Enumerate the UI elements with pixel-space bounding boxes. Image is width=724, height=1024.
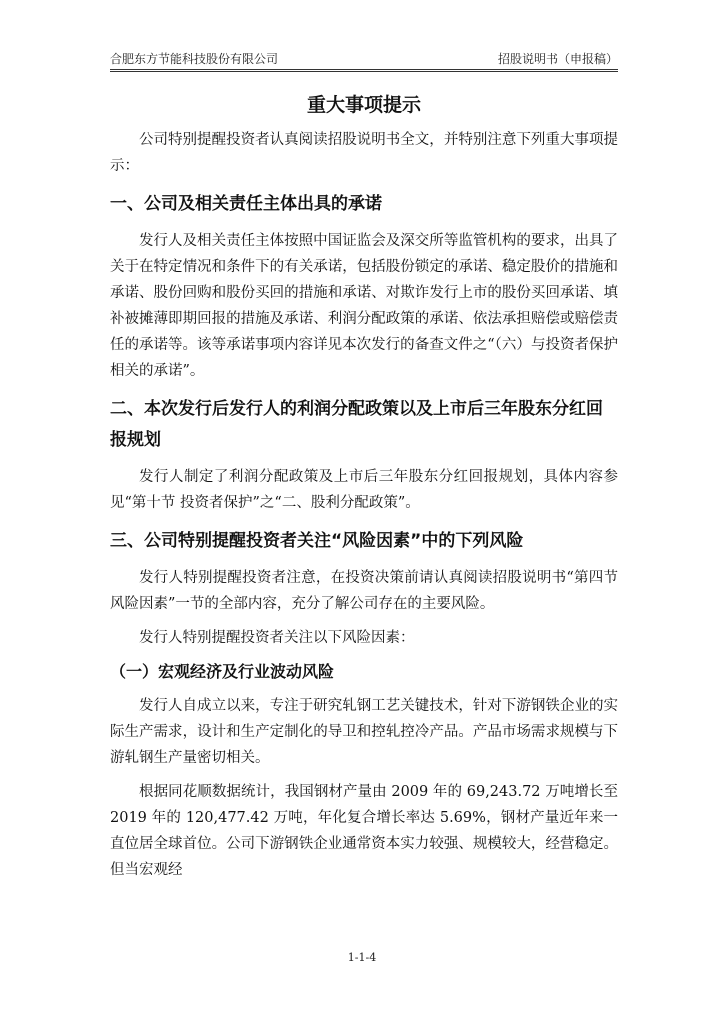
intro-paragraph: 公司特别提醒投资者认真阅读招股说明书全文，并特别注意下列重大事项提示： bbox=[110, 132, 618, 174]
document-body bbox=[110, 84, 618, 891]
section-2-heading: 二、本次发行后发行人的利润分配政策以及上市后三年股东分红回报规划 bbox=[110, 399, 603, 450]
section-3-paragraph-2: 发行人特别提醒投资者关注以下风险因素： bbox=[139, 630, 415, 646]
header-company-name: 合肥东方节能科技股份有限公司 bbox=[110, 52, 279, 66]
subsection-heading: （一）宏观经济及行业波动风险 bbox=[110, 662, 335, 681]
subsection-paragraph-1: 发行人自成立以来，专注于研究轧钢工艺关键技术，针对下游钢铁企业的实际生产需求，设计和生产定制化的导卫和控轧控冷产品。产品市场需求规模与下游轧钢生产量密切相关。 bbox=[110, 698, 618, 766]
header-divider bbox=[110, 71, 618, 72]
header-document-type: 招股说明书（申报稿） bbox=[497, 52, 618, 66]
section-3-paragraph-1: 发行人特别提醒投资者注意，在投资决策前请认真阅读招股说明书“第四节 风险因素”一节的全部内容，充分了解公司存在的主要风险。 bbox=[110, 570, 618, 612]
page-header bbox=[110, 50, 618, 70]
section-3-heading: 三、公司特别提醒投资者关注“风险因素”中的下列风险 bbox=[110, 531, 524, 551]
section-1-heading: 一、公司及相关责任主体出具的承诺 bbox=[110, 194, 382, 214]
document-title: 重大事项提示 bbox=[306, 94, 421, 116]
page-number: 1-1-4 bbox=[347, 951, 377, 964]
section-2-paragraph: 发行人制定了利润分配政策及上市后三年股东分红回报规划，具体内容参见“第十节 投资者保护”之“二、股利分配政策”。 bbox=[110, 469, 618, 511]
section-1-paragraph: 发行人及相关责任主体按照中国证监会及深交所等监管机构的要求，出具了关于在特定情况和条件下的有关承诺，包括股份锁定的承诺、稳定股价的措施和承诺、股份回购和股份买回的措施和承诺、对欺诈发行上市的股份买回承诺、填补被摊薄即期回报的措施及承诺、利润分配政策的承诺、依法承担赔偿或赔偿责任的承诺等。该等承诺事项内容详见本次发行的备查文件之“（六）与投资者保护相关的承诺”。 bbox=[110, 233, 618, 379]
subsection-paragraph-2: 根据同花顺数据统计，我国钢材产量由 2009 年的 69,243.72 万吨增长至 2019 年的 120,477.42 万吨，年化复合增长率达 5.69%，钢材产量近年来一直位居全球首位。公司下游钢铁企业通常资本实力较强、规模较大，经营稳定。但当宏观经 bbox=[110, 784, 618, 878]
